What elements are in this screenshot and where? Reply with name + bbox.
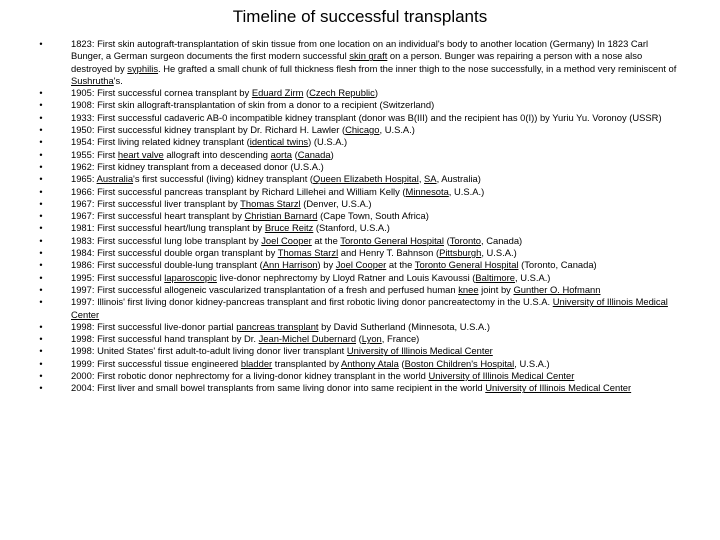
timeline-item (38, 259, 678, 271)
bullet-icon: • (39, 39, 43, 49)
item-text: 2004: First liver and small bowel transplants from same living donor into same recipient in the world (71, 382, 486, 394)
item-text: 1965: (71, 173, 97, 185)
bullet-icon: • (39, 174, 43, 185)
timeline-item (38, 112, 678, 124)
timeline-item (38, 186, 678, 198)
item-text: 1823: First skin autograft-transplantation of skin tissue from one location on an individual's body to another location (Germany) In 1823 Carl Bunger, a German surgeon documents the first modern successful (71, 38, 649, 62)
bullet-icon: • (39, 125, 43, 136)
bullet-icon: • (39, 371, 43, 382)
item-text: , (418, 173, 425, 185)
bullet-icon: • (39, 383, 43, 394)
item-text: 's first successful (living) kidney transplant ( (133, 173, 314, 185)
bullet-icon: • (39, 297, 43, 308)
item-text: 1981: First successful heart/lung transplant by (71, 222, 265, 234)
item-text: 1984: First successful double organ transplant by (71, 247, 278, 259)
item-text: 1966: First successful pancreas transplant by Richard Lillehei and William Kelly ( (71, 185, 406, 197)
bullet-icon: • (39, 211, 43, 222)
reference-link[interactable]: Eduard Zirm (251, 87, 304, 99)
item-text: , U.S.A.) (515, 271, 551, 283)
page-title: Timeline of successful transplants (232, 7, 488, 26)
timeline-item (38, 345, 678, 357)
item-text: 1954: First living related kidney transplant ( (71, 136, 250, 148)
reference-link[interactable]: laparoscopic (164, 271, 217, 283)
timeline-item (38, 136, 678, 148)
reference-link[interactable]: Pittsburgh (439, 247, 482, 259)
bullet-icon: • (39, 149, 43, 160)
item-text: (Toronto, Canada) (518, 259, 597, 271)
item-text: ( (398, 357, 405, 369)
bullet-icon: • (39, 186, 43, 197)
reference-link[interactable]: Joel Cooper (261, 234, 312, 246)
item-text: , U.S.A.) (481, 247, 517, 259)
bullet-icon: • (39, 198, 43, 209)
timeline-item (38, 99, 678, 111)
timeline-item (38, 161, 678, 173)
reference-link[interactable]: knee (458, 283, 479, 295)
item-text: 1998: First successful hand transplant by Dr. (71, 333, 259, 345)
item-text: 2000: First robotic donor nephrectomy for a living-donor kidney transplant in the world (71, 370, 429, 382)
item-text: transplanted by (272, 357, 341, 369)
item-text: ) (330, 148, 334, 160)
item-text: joint by (478, 283, 514, 295)
item-text: 1967: First successful liver transplant by (71, 197, 241, 209)
item-text: ( (443, 234, 450, 246)
bullet-icon: • (39, 161, 43, 172)
reference-link[interactable]: Czech Republic (309, 87, 375, 99)
timeline-item (38, 247, 678, 259)
item-text: at the (386, 259, 415, 271)
item-text: 1967: First successful heart transplant by (71, 210, 245, 222)
item-text: , Canada) (481, 234, 523, 246)
item-text: (Denver, U.S.A.) (300, 197, 372, 209)
item-text: , U.S.A.) (514, 357, 550, 369)
item-text: 's. (113, 74, 123, 86)
bullet-icon: • (39, 284, 43, 295)
item-text: 1905: First successful cornea transplant by (71, 87, 252, 99)
item-text: 1998: First successful live-donor partial (71, 320, 237, 332)
reference-link[interactable]: Bruce Reitz (264, 222, 314, 234)
reference-link[interactable]: Lyon (361, 333, 382, 345)
item-text: 1955: First (71, 148, 118, 160)
reference-link[interactable]: syphilis (127, 62, 159, 74)
item-text: 1995: First successful (71, 271, 165, 283)
timeline-item (38, 222, 678, 234)
timeline-item (38, 210, 678, 222)
item-text: and Henry T. Bahnson ( (338, 247, 440, 259)
item-text: by David Sutherland (Minnesota, U.S.A.) (318, 320, 490, 332)
bullet-icon: • (39, 346, 43, 357)
reference-link[interactable]: University of Illinois Medical Center (71, 296, 668, 320)
timeline-item (38, 87, 678, 99)
item-text: 1999: First successful tissue engineered (71, 357, 241, 369)
reference-link[interactable]: Thomas Starzl (277, 247, 339, 259)
reference-link[interactable]: Toronto General Hospital (340, 234, 444, 246)
item-text: ) by (317, 259, 336, 271)
item-text: 1962: First kidney transplant from a deceased donor (U.S.A.) (71, 160, 324, 172)
bullet-icon: • (39, 223, 43, 234)
item-text: on a person. Bunger was repairing a person with a nose also destroyed by (71, 50, 643, 74)
reference-link[interactable]: Thomas Starzl (240, 197, 301, 209)
reference-link[interactable]: University of Illinois Medical Center (485, 382, 632, 394)
item-text: live-donor nephrectomy by Lloyd Ratner and Louis Kavoussi ( (216, 271, 476, 283)
item-text: 1933: First successful cadaveric AB-0 incompatible kidney transplant (donor was B(III) and the recipient has 0(I)) by Yuriu Yu. Voronoy (USSR) (71, 111, 662, 123)
bullet-icon: • (39, 358, 43, 369)
item-text: allograft into descending (163, 148, 271, 160)
timeline-item (38, 198, 678, 210)
reference-link[interactable]: Sushrutha (71, 74, 114, 86)
reference-link[interactable]: Anthony Atala (340, 357, 399, 369)
item-text: ( (303, 87, 310, 99)
reference-link[interactable]: skin graft (349, 50, 388, 62)
item-text: 1997: Illinois' first living donor kidney-pancreas transplant and first robotic living donor pancreatectomy in the U.S.A. (71, 296, 553, 308)
timeline-item (38, 149, 678, 161)
timeline-item (38, 333, 678, 345)
item-text: . He grafted a small chunk of full thickness flesh from the inner thigh to the nose successfully, in a method very reminiscent of (158, 62, 677, 74)
reference-link[interactable]: Joel Cooper (335, 259, 387, 271)
timeline-item (38, 321, 678, 333)
reference-link[interactable]: Baltimore (475, 271, 515, 283)
timeline-item (38, 296, 678, 321)
item-text: 1983: First successful lung lobe transplant by (71, 234, 262, 246)
item-text: ) (374, 87, 378, 99)
bullet-icon: • (39, 235, 43, 246)
bullet-icon: • (39, 137, 43, 148)
timeline-item (38, 173, 678, 185)
reference-link[interactable]: Queen Elizabeth Hospital (313, 173, 419, 185)
item-text: ) (U.S.A.) (308, 136, 348, 148)
reference-link[interactable]: heart valve (117, 148, 164, 160)
item-text: , U.S.A.) (379, 124, 415, 136)
item-text: ( (356, 333, 362, 345)
reference-link[interactable]: Boston Children's Hospital (404, 357, 515, 369)
bullet-icon: • (39, 112, 43, 123)
reference-link[interactable]: pancreas transplant (236, 320, 319, 332)
timeline-item (38, 358, 678, 370)
reference-link[interactable]: SA (424, 173, 437, 185)
item-text: , Australia) (436, 173, 481, 185)
item-text: (Cape Town, South Africa) (317, 210, 429, 222)
reference-link[interactable]: Christian Barnard (244, 210, 318, 222)
reference-link[interactable]: aorta (270, 148, 292, 160)
item-text: ( (291, 148, 298, 160)
reference-link[interactable]: Australia (96, 173, 134, 185)
item-text: 1997: First successful allogeneic vascularized transplantation of a fresh and perfused human (71, 283, 459, 295)
reference-link[interactable]: Gunther O. Hofmann (513, 283, 601, 295)
reference-link[interactable]: Jean-Michel Dubernard (258, 333, 357, 345)
timeline-item (38, 235, 678, 247)
reference-link[interactable]: Minnesota (405, 185, 449, 197)
item-text: , France) (381, 333, 420, 345)
reference-link[interactable]: University of Illinois Medical Center (428, 370, 575, 382)
reference-link[interactable]: University of Illinois Medical Center (346, 345, 493, 357)
reference-link[interactable]: Chicago (345, 124, 380, 136)
reference-link[interactable]: identical twins (249, 136, 309, 148)
bullet-icon: • (39, 248, 43, 259)
timeline-item (38, 284, 678, 296)
timeline-item (38, 382, 678, 394)
bullet-icon: • (39, 272, 43, 283)
bullet-icon: • (39, 88, 43, 99)
bullet-icon: • (39, 100, 43, 111)
bullet-icon: • (39, 260, 43, 271)
timeline-item (38, 370, 678, 382)
timeline-list (38, 38, 678, 395)
bullet-icon: • (39, 321, 43, 332)
bullet-icon: • (39, 334, 43, 345)
timeline-item (38, 124, 678, 136)
reference-link[interactable]: Toronto General Hospital (414, 259, 519, 271)
item-text: 1998: United States' first adult-to-adult living donor liver transplant (71, 345, 347, 357)
item-text: at the (311, 234, 341, 246)
item-text: 1986: First successful double-lung transplant ( (71, 259, 263, 271)
reference-link[interactable]: Toronto (449, 234, 481, 246)
reference-link[interactable]: Ann Harrison (262, 259, 318, 271)
timeline-item (38, 272, 678, 284)
item-text: (Stanford, U.S.A.) (313, 222, 390, 234)
reference-link[interactable]: bladder (240, 357, 273, 369)
item-text: 1950: First successful kidney transplant by Dr. Richard H. Lawler ( (71, 124, 346, 136)
item-text: , U.S.A.) (448, 185, 485, 197)
timeline-item (38, 38, 678, 87)
item-text: 1908: First skin allograft-transplantation of skin from a donor to a recipient (Switzerland) (71, 99, 435, 111)
reference-link[interactable]: Canada (297, 148, 331, 160)
